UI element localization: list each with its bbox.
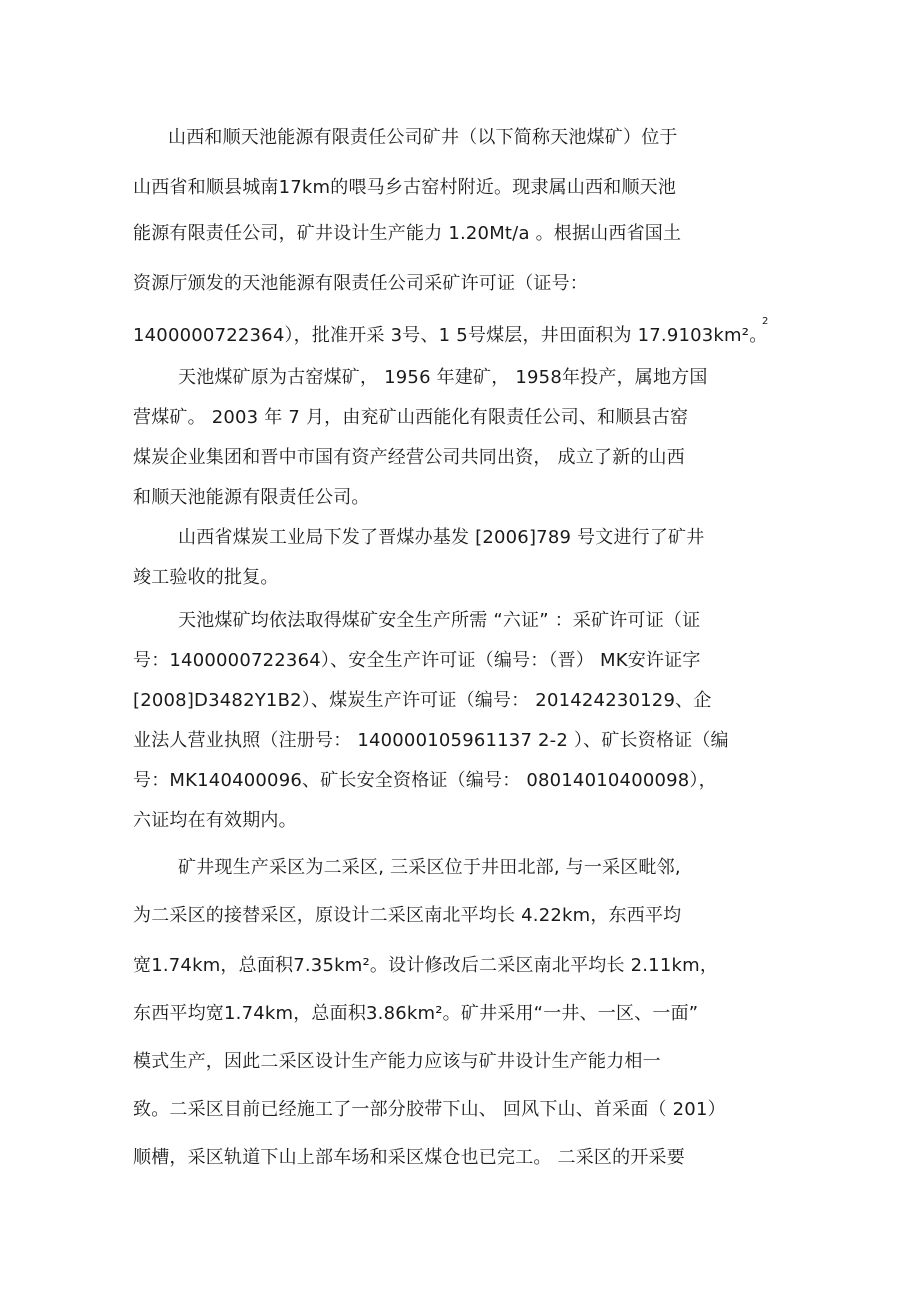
paragraph-line: 业法人营业执照（注册号： 140000105961137 2-2 ）、矿长资格证（编 — [133, 730, 729, 751]
paragraph-line: 山西和顺天池能源有限责任公司矿井（以下简称天池煤矿）位于 — [168, 127, 678, 148]
page-marker: 2 — [762, 316, 769, 327]
paragraph-line: 1400000722364），批准开采 3号、1 5号煤层，井田面积为 17.9103km²。 — [133, 325, 768, 346]
paragraph-line: 宽1.74km，总面积7.35km²。设计修改后二采区南北平均长 2.11km， — [133, 955, 719, 976]
paragraph-line: 天池煤矿原为古窑煤矿， 1956 年建矿， 1958年投产，属地方国 — [178, 367, 708, 388]
paragraph-line: 号：MK140400096、矿长安全资格证（编号： 08014010400098）， — [133, 770, 717, 791]
paragraph-line: 煤炭企业集团和晋中市国有资产经营公司共同出资， 成立了新的山西 — [133, 447, 685, 468]
paragraph-line: 矿井现生产采区为二采区, 三采区位于井田北部, 与一采区毗邻, — [178, 857, 681, 878]
paragraph-line: 东西平均宽1.74km，总面积3.86km²。矿井采用“一井、一区、一面” — [133, 1003, 699, 1024]
paragraph-line: 营煤矿。 2003 年 7 月，由兖矿山西能化有限责任公司、和顺县古窑 — [133, 407, 689, 428]
paragraph-line: 竣工验收的批复。 — [133, 567, 279, 588]
paragraph-line: 六证均在有效期内。 — [133, 810, 297, 831]
paragraph-line: 能源有限责任公司，矿井设计生产能力 1.20Mt/a 。根据山西省国土 — [133, 223, 682, 244]
paragraph-line: [2008]D3482Y1B2）、煤炭生产许可证（编号： 201424230129、企 — [133, 690, 712, 711]
paragraph-line: 顺槽，采区轨道下山上部车场和采区煤仓也已完工。 二采区的开采要 — [133, 1147, 685, 1168]
paragraph-line: 山西省和顺县城南17km的喂马乡古窑村附近。现隶属山西和顺天池 — [133, 177, 677, 198]
paragraph-line: 天池煤矿均依法取得煤矿安全生产所需 “六证” ：采矿许可证（证 — [178, 610, 701, 631]
paragraph-line: 模式生产，因此二采区设计生产能力应该与矿井设计生产能力相一 — [133, 1051, 661, 1072]
paragraph-line: 号：1400000722364）、安全生产许可证（编号：（晋） MK安许证字 — [133, 650, 701, 671]
paragraph-line: 和顺天池能源有限责任公司。 — [133, 487, 370, 508]
paragraph-line: 为二采区的接替采区，原设计二采区南北平均长 4.22km，东西平均 — [133, 905, 682, 926]
paragraph-line: 资源厅颁发的天池能源有限责任公司采矿许可证（证号： — [133, 273, 588, 294]
paragraph-line: 致。二采区目前已经施工了一部分胶带下山、 回风下山、首采面（ 201） — [133, 1099, 726, 1120]
paragraph-line: 山西省煤炭工业局下发了晋煤办基发 [2006]789 号文进行了矿井 — [178, 527, 705, 548]
